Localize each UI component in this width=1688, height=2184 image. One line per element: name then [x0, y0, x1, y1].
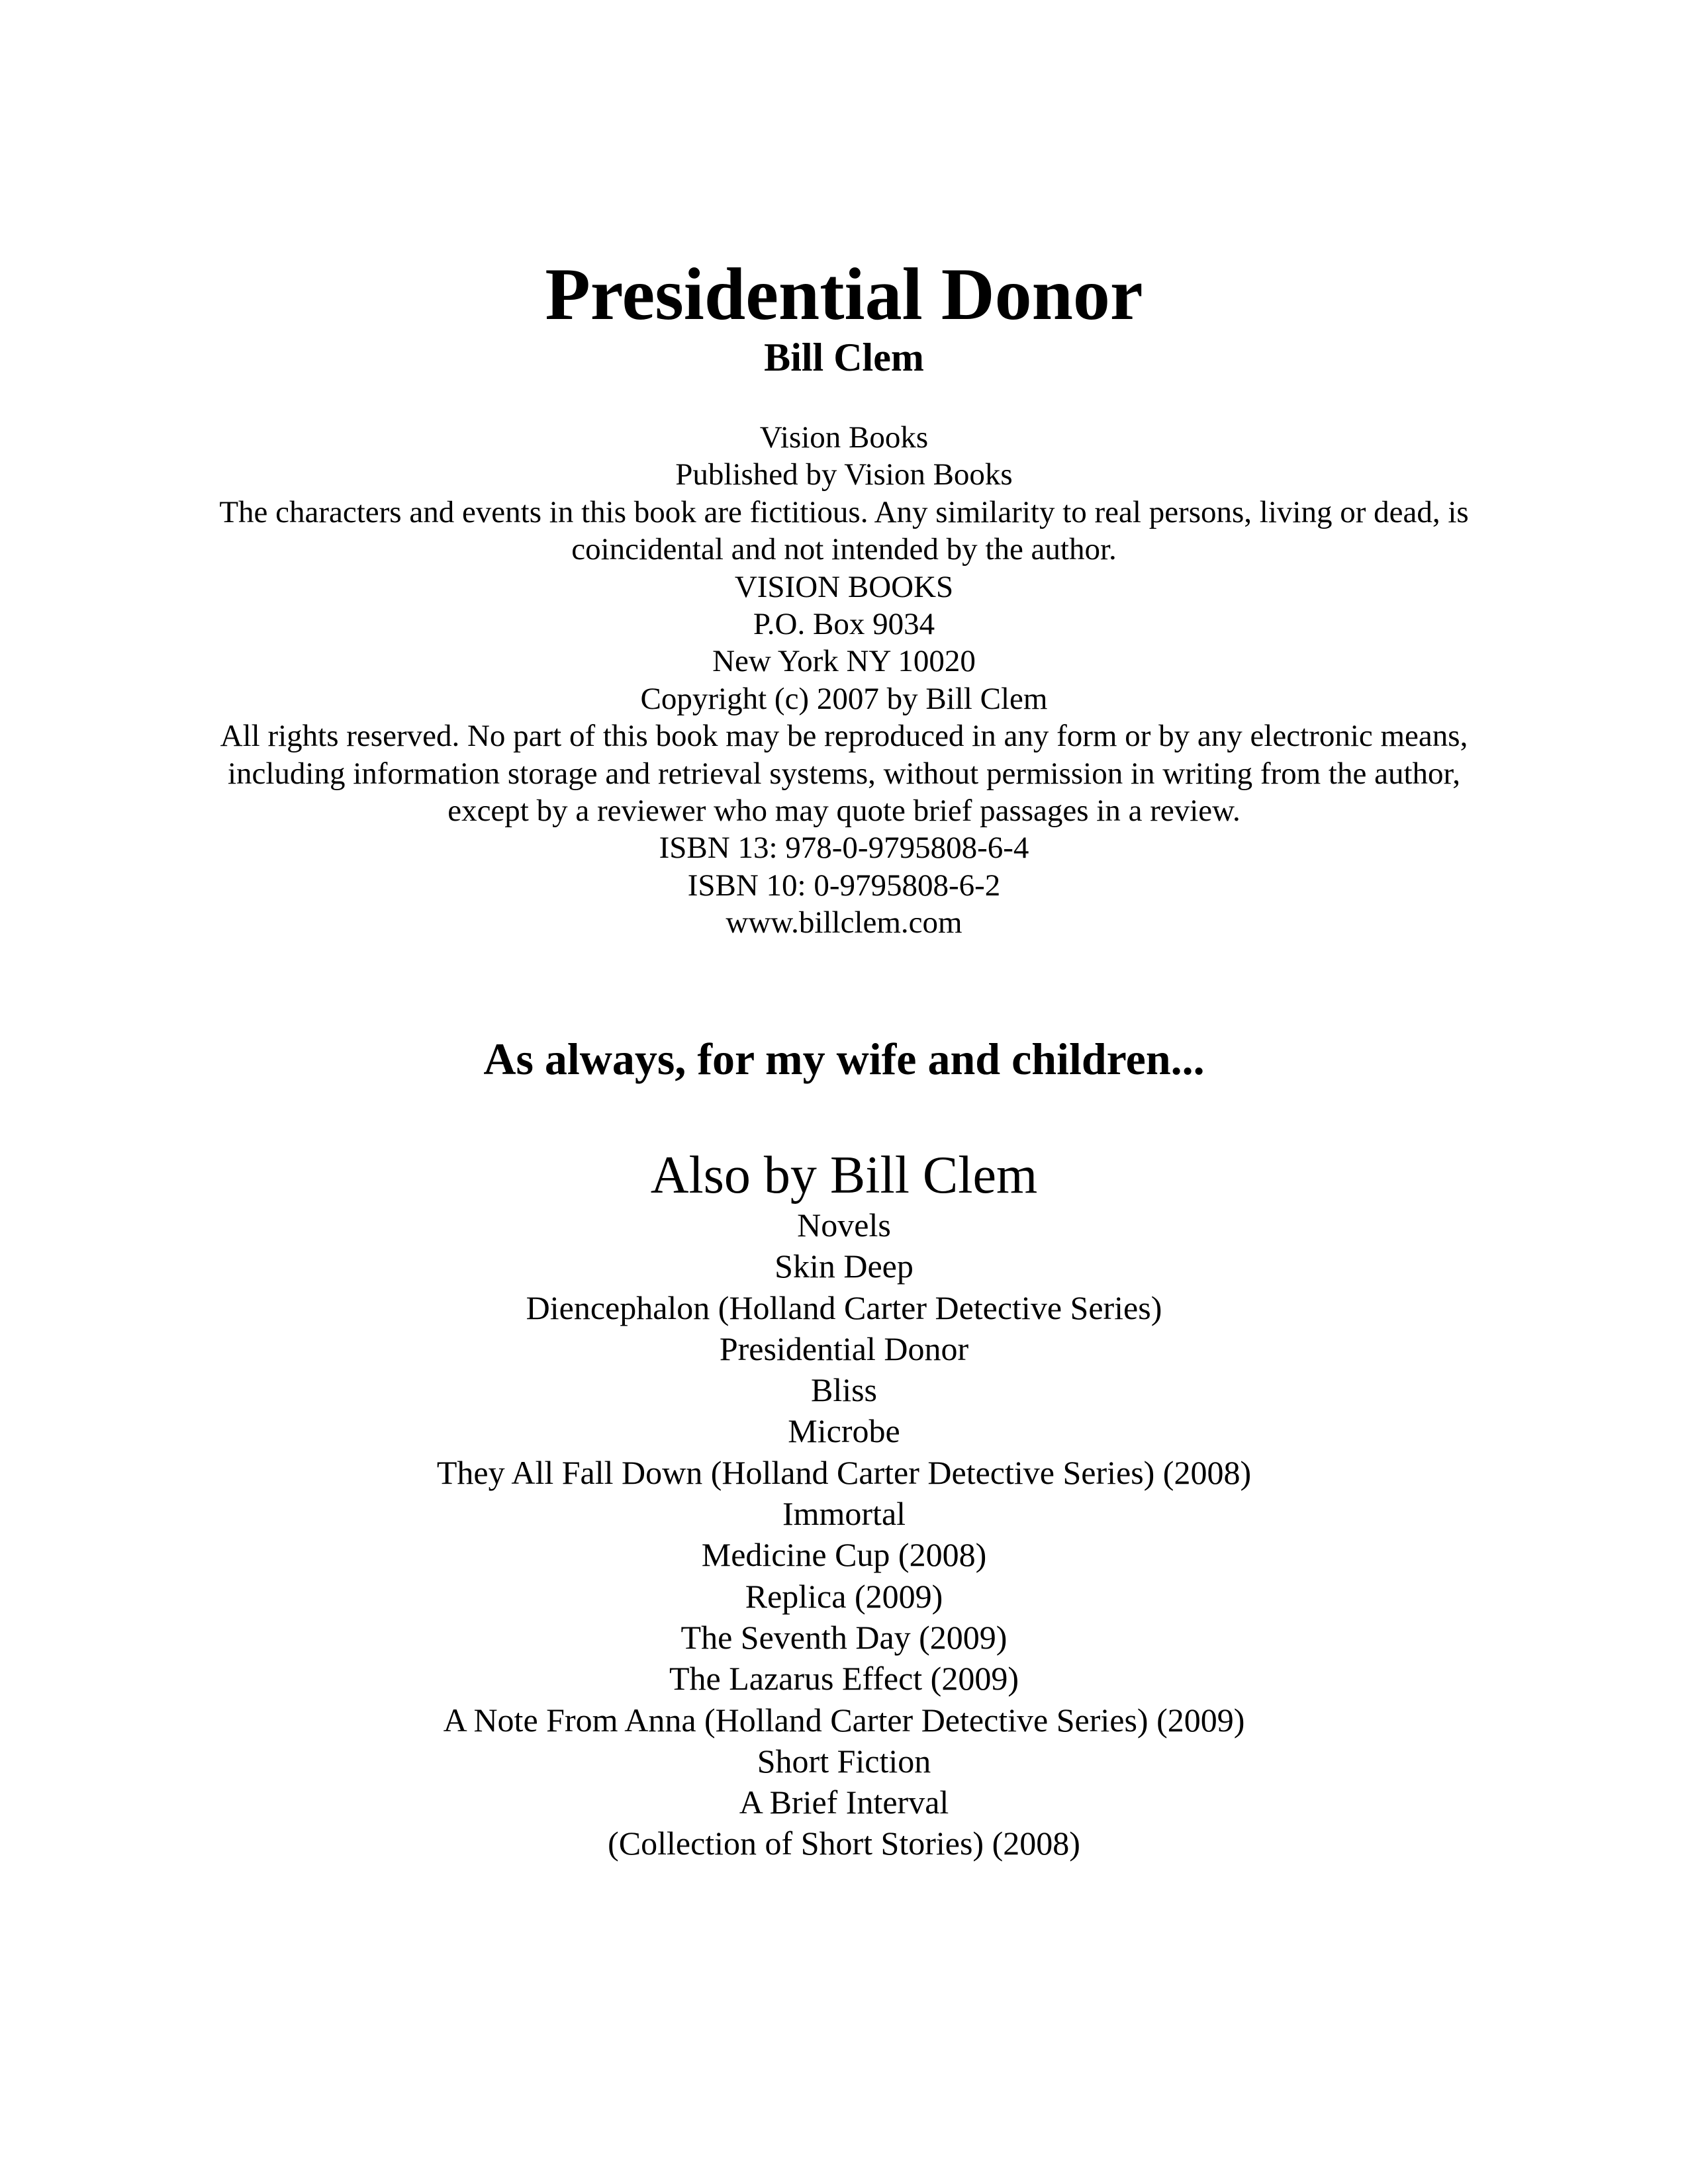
book-title: Presidential Donor	[545, 253, 1143, 336]
list-item: Diencephalon (Holland Carter Detective Series)	[526, 1289, 1162, 1326]
copyright-line: P.O. Box 9034	[753, 607, 935, 642]
list-item: Medicine Cup (2008)	[701, 1536, 987, 1574]
copyright-line: Published by Vision Books	[675, 457, 1013, 492]
list-item: The Seventh Day (2009)	[680, 1618, 1008, 1656]
book-author: Bill Clem	[764, 336, 924, 379]
copyright-line: ISBN 10: 0-9795808-6-2	[687, 868, 1001, 903]
copyright-line: coincidental and not intended by the author.	[571, 532, 1117, 567]
list-item: A Brief Interval	[739, 1784, 949, 1821]
copyright-line: Vision Books	[759, 420, 929, 455]
list-item: Immortal	[782, 1495, 906, 1533]
copyright-line: All rights reserved. No part of this book may be reproduced in any form or by any electronic means,	[220, 719, 1468, 754]
copyright-line: ISBN 13: 978-0-9795808-6-4	[659, 831, 1029, 866]
also-by-heading: Also by Bill Clem	[650, 1146, 1038, 1205]
also-by-list	[0, 1205, 1688, 1864]
list-item: Presidential Donor	[719, 1330, 969, 1367]
list-item: Microbe	[788, 1412, 900, 1450]
dedication: As always, for my wife and children...	[483, 1034, 1205, 1084]
list-item: Skin Deep	[774, 1248, 914, 1285]
section-label: Novels	[797, 1206, 891, 1244]
copyright-line: except by a reviewer who may quote brief passages in a review.	[447, 794, 1241, 829]
copyright-line: The characters and events in this book are fictitious. Any similarity to real persons, living or dead, is	[219, 494, 1469, 529]
copyright-line: including information storage and retrieval systems, without permission in writing from the author,	[227, 756, 1461, 791]
copyright-block	[132, 419, 1556, 942]
copyright-line: VISION BOOKS	[734, 569, 954, 604]
list-item: A Note From Anna (Holland Carter Detective Series) (2009)	[443, 1701, 1245, 1739]
section-label: Short Fiction	[757, 1742, 931, 1780]
list-item: Bliss	[810, 1371, 878, 1409]
list-item: The Lazarus Effect (2009)	[669, 1660, 1019, 1698]
list-item: (Collection of Short Stories) (2008)	[608, 1825, 1080, 1862]
copyright-line: Copyright (c) 2007 by Bill Clem	[640, 681, 1048, 716]
website-url: www.billclem.com	[726, 905, 962, 940]
list-item: Replica (2009)	[745, 1577, 943, 1615]
copyright-line: New York NY 10020	[712, 644, 976, 679]
list-item: They All Fall Down (Holland Carter Detective Series) (2008)	[436, 1453, 1252, 1491]
